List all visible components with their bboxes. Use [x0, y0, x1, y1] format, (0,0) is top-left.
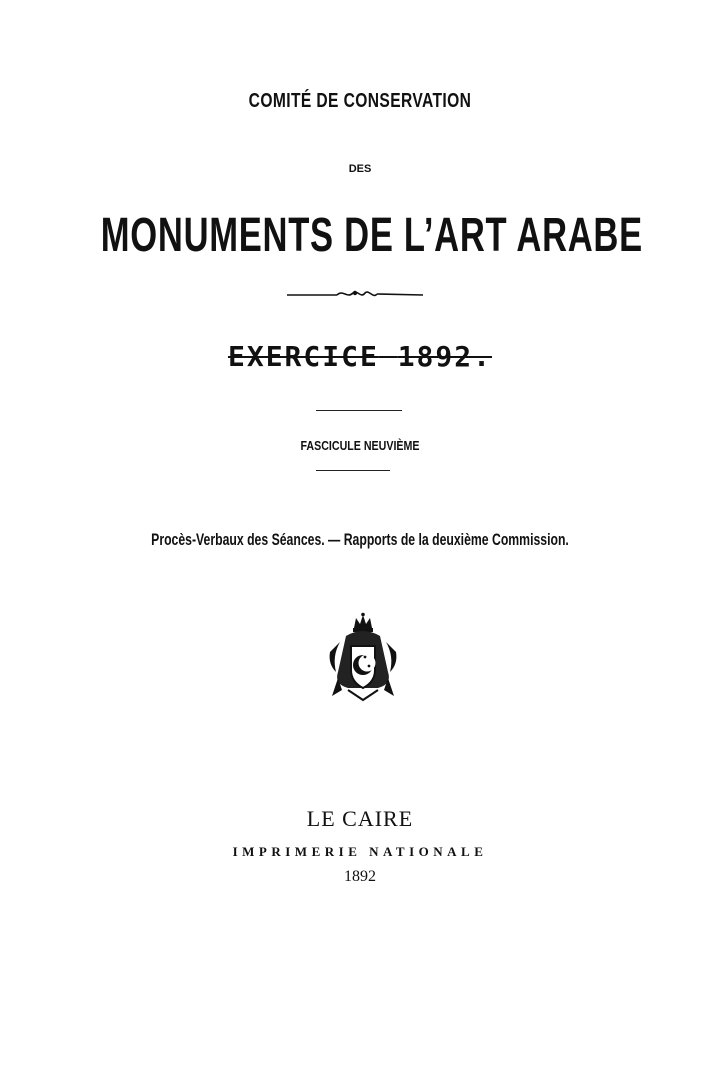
contents-description: Procès-Verbaux des Séances. — Rapports de la deuxième Commission.: [151, 530, 569, 549]
page-title: MONUMENTS DE L’ART ARABE: [100, 209, 643, 262]
exercice-label: EXERCICE: [227, 340, 379, 373]
exercice-line: [0, 340, 720, 373]
imprint-city: LE CAIRE: [306, 806, 414, 831]
committee-heading: COMITÉ DE CONSERVATION: [248, 90, 472, 112]
fascicule-label: FASCICULE NEUVIÈME: [300, 438, 420, 453]
imprint-printer: IMPRIMERIE NATIONALE: [232, 844, 488, 859]
ornamental-rule-icon: [285, 284, 425, 304]
divider-rule: [316, 470, 390, 471]
divider-rule: [316, 410, 402, 411]
imprint-year: 1892: [344, 868, 376, 885]
connector-word: DES: [348, 163, 372, 175]
coat-of-arms-icon: [318, 612, 408, 704]
exercice-year: 1892.: [397, 340, 492, 373]
